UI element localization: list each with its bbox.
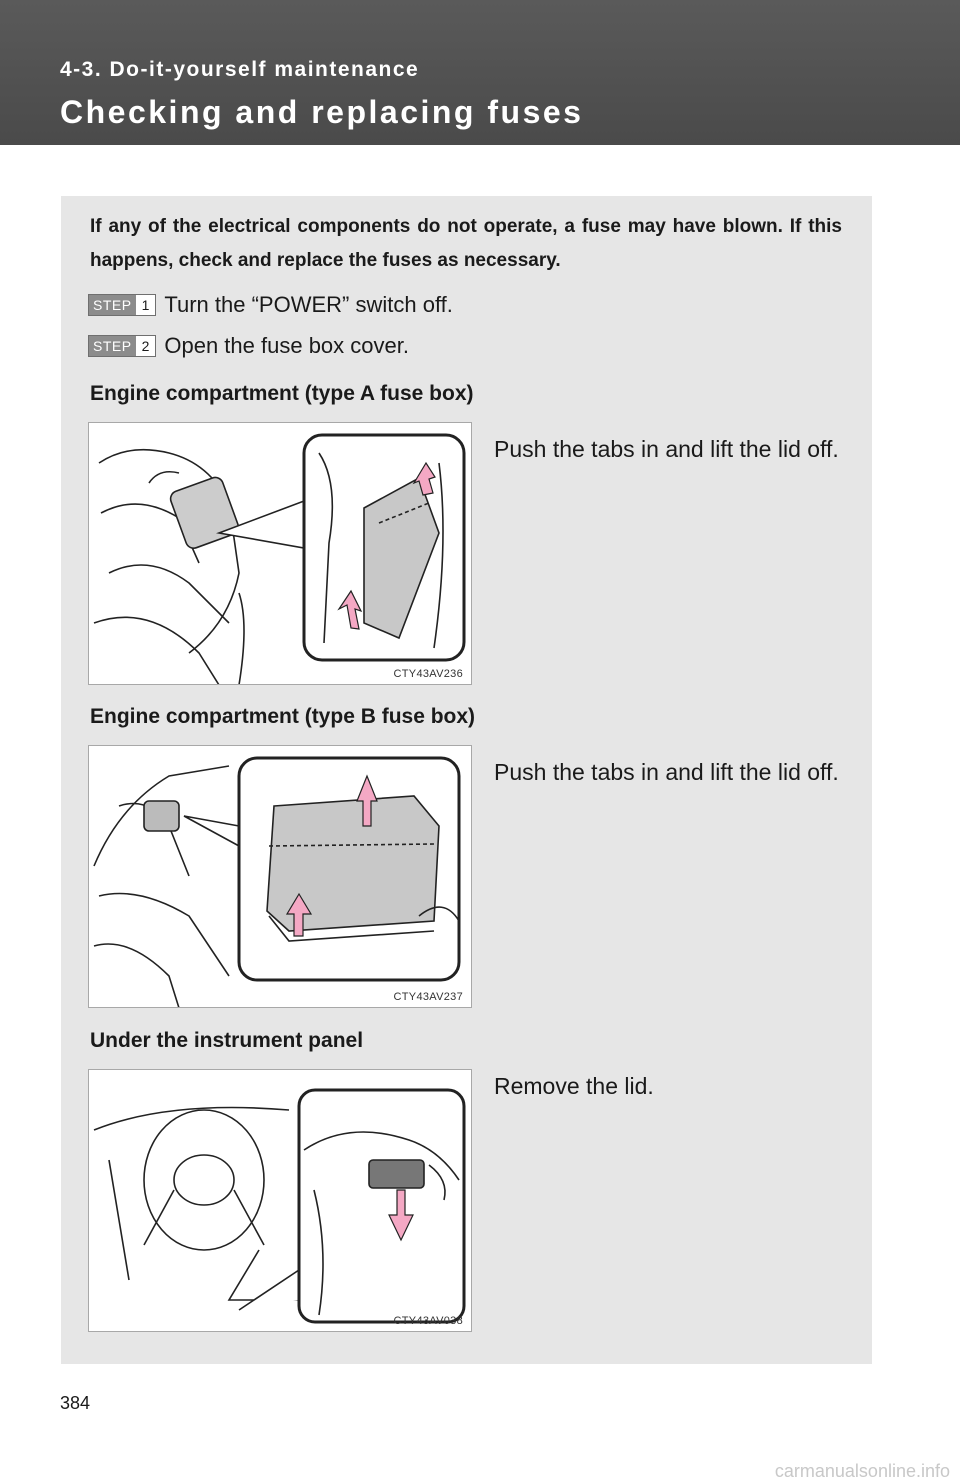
intro-text: If any of the electrical components do not operate, a fuse may have blown. If this happens, check and replace the fuses as necessary.: [90, 216, 842, 271]
section-heading-instrument-panel: Under the instrument panel: [90, 1029, 364, 1052]
section-label: 4-3. Do-it-yourself maintenance: [60, 58, 420, 81]
step-text: Open the fuse box cover.: [164, 333, 409, 358]
step-badge-number: 1: [136, 295, 156, 315]
instrument-panel-illustration: [89, 1070, 472, 1332]
page-header: [0, 0, 960, 145]
step-badge-number: 2: [136, 336, 156, 356]
section-heading-type-b: Engine compartment (type B fuse box): [90, 705, 476, 728]
step-badge: [88, 335, 156, 357]
figure-code: CTY43AV236: [393, 668, 463, 680]
figure-code: CTY43AV237: [393, 991, 463, 1003]
caption-type-b: Push the tabs in and lift the lid off.: [494, 759, 839, 785]
step-1: [88, 290, 453, 320]
section-heading-type-a: Engine compartment (type A fuse box): [90, 382, 474, 405]
step-badge-label: STEP: [89, 295, 136, 315]
page-title: Checking and replacing fuses: [60, 94, 584, 130]
step-badge-label: STEP: [89, 336, 136, 356]
engine-bay-type-b-illustration: [89, 746, 472, 1008]
caption-instrument-panel: Remove the lid.: [494, 1073, 654, 1099]
figure-code: CTY43AV038: [393, 1315, 463, 1327]
step-2: [88, 331, 409, 361]
figure-type-a-fuse-box: [88, 422, 472, 685]
page-number: 384: [60, 1393, 91, 1413]
step-badge: [88, 294, 156, 316]
step-text: Turn the “POWER” switch off.: [164, 292, 453, 317]
figure-type-b-fuse-box: [88, 745, 472, 1008]
figure-instrument-panel: [88, 1069, 472, 1332]
engine-bay-type-a-illustration: [89, 423, 472, 685]
watermark: carmanualsonline.info: [774, 1461, 950, 1481]
caption-type-a: Push the tabs in and lift the lid off.: [494, 436, 839, 462]
